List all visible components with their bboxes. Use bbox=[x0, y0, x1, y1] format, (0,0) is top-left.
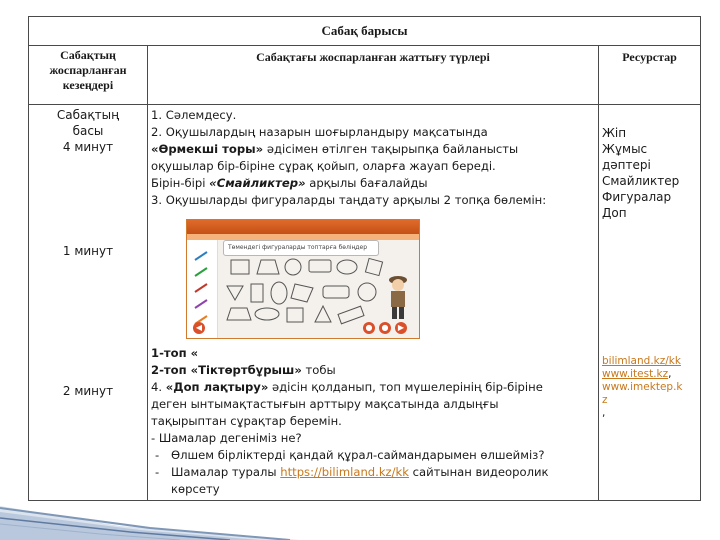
activity-line: тақырыптан сұрақтар беремін. bbox=[151, 414, 342, 428]
resource-links bbox=[602, 355, 682, 420]
screenshot-nav-a-icon: ● bbox=[363, 322, 375, 334]
header-activities: Сабақтағы жоспарланған жаттығу түрлері bbox=[148, 46, 599, 105]
character-figure bbox=[385, 272, 411, 322]
activity-text: Шамалар туралы bbox=[171, 465, 281, 479]
resource-link-line bbox=[602, 368, 672, 380]
activity-line bbox=[151, 141, 595, 158]
separator: , bbox=[668, 368, 672, 380]
stage-line: басы bbox=[72, 124, 104, 138]
method-name: «Доп лақтыру» bbox=[165, 380, 269, 394]
activity-text: арқылы бағалайды bbox=[305, 176, 428, 190]
resource-link-bilimland[interactable]: bilimland.kz/kk bbox=[602, 355, 681, 367]
activity-line: көрсету bbox=[171, 482, 220, 496]
table-title: Сабақ барысы bbox=[29, 17, 701, 46]
stage-duration-1: 1 минут bbox=[62, 244, 114, 258]
activity-line: 3. Оқушыларды фигураларды таңдату арқылы 2 топқа бөлемін: bbox=[151, 193, 547, 207]
resource-link-imektep[interactable]: www.imektep.k bbox=[602, 381, 683, 393]
activities-cell bbox=[148, 105, 599, 501]
activity-line: 2. Оқушылардың назарын шоғырландыру мақсатында bbox=[151, 125, 488, 139]
bullet-item bbox=[151, 464, 595, 481]
activity-text: сайтынан видеоролик bbox=[408, 465, 549, 479]
embedded-screenshot bbox=[186, 219, 420, 339]
group-1-line: 1-топ « bbox=[151, 346, 199, 360]
header-stages: Сабақтың жоспарланған кезеңдері bbox=[29, 46, 148, 105]
stage-line: Сабақтың bbox=[56, 108, 120, 122]
method-name: «Смайликтер» bbox=[209, 176, 306, 190]
screenshot-caption: Төмендегі фигураларды топтарға бөліңдер bbox=[223, 240, 379, 256]
activity-line: 1. Сәлемдесу. bbox=[151, 108, 237, 122]
resource-item: Доп bbox=[602, 206, 627, 220]
shapes-figure bbox=[221, 256, 401, 328]
resource-item: Жіп bbox=[602, 126, 627, 140]
group-2-line bbox=[151, 362, 595, 379]
screenshot-nav-prev-icon: ◀ bbox=[193, 322, 205, 334]
resource-item: Жұмыс bbox=[602, 142, 648, 156]
activity-line bbox=[151, 379, 595, 396]
activity-line bbox=[151, 175, 595, 192]
method-name: «Өрмекші торы» bbox=[151, 142, 264, 156]
activity-text: тобы bbox=[301, 363, 336, 377]
group-label: 2-топ bbox=[151, 363, 191, 377]
bilimland-link[interactable]: https://bilimland.kz/kk bbox=[280, 465, 409, 479]
activity-line: - Шамалар дегеніміз не? bbox=[151, 431, 302, 445]
bullet-item: - Өлшем бірліктерді қандай құрал-саймандарымен өлшейміз? bbox=[151, 447, 595, 464]
screenshot-nav-b-icon: ● bbox=[379, 322, 391, 334]
lesson-plan-table bbox=[28, 16, 701, 501]
stage-duration-2: 2 минут bbox=[62, 384, 114, 398]
resource-item: Фигуралар bbox=[602, 190, 672, 204]
activity-text: әдісін қолданып, топ мүшелерінің бір-біріне bbox=[268, 380, 543, 394]
separator: , bbox=[602, 407, 606, 419]
header-resources: Ресурстар bbox=[599, 46, 701, 105]
resource-item: дәптері bbox=[602, 158, 651, 172]
activity-text: әдісімен өтілген тақырыпқа байланысты bbox=[263, 142, 519, 156]
group-name: «Тіктөртбұрыш» bbox=[190, 363, 302, 377]
resource-link-itest[interactable]: www.itest.kz bbox=[602, 368, 669, 380]
activity-text: Бірін-бірі bbox=[151, 176, 210, 190]
activity-text: 4. bbox=[151, 380, 166, 394]
activity-line: оқушылар бір-біріне сұрақ қойып, оларға жауап береді. bbox=[151, 159, 496, 173]
stage-duration: 4 минут bbox=[62, 140, 114, 154]
screenshot-header bbox=[187, 220, 419, 234]
activity-line: деген ынтымақтастығын арттыру мақсатында алдыңғы bbox=[151, 397, 499, 411]
stage-cell bbox=[29, 105, 148, 501]
screenshot-nav-next-icon: ▶ bbox=[395, 322, 407, 334]
resources-cell bbox=[599, 105, 701, 501]
resource-link-imektep-end[interactable]: z bbox=[602, 394, 608, 406]
resource-item: Смайликтер bbox=[602, 174, 680, 188]
